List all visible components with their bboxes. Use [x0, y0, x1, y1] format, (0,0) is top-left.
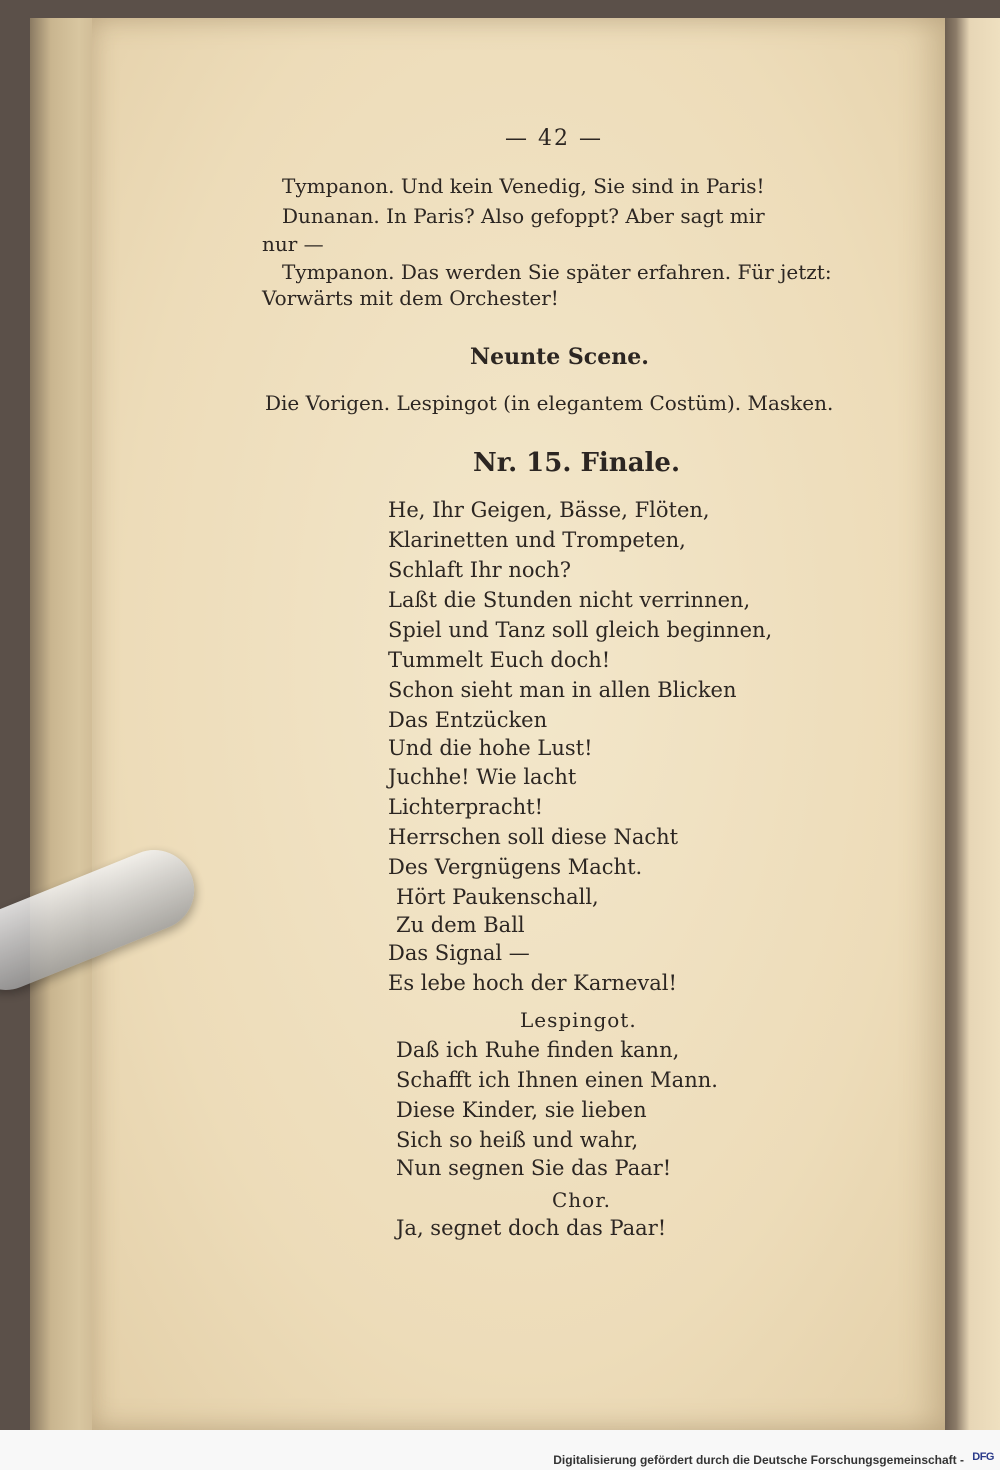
- verse-line: Laßt die Stunden nicht verrinnen,: [388, 588, 751, 612]
- verse-line: Juchhe! Wie lacht: [388, 765, 577, 789]
- dialogue-line: Vorwärts mit dem Orchester!: [262, 286, 559, 310]
- verse-line: Klarinetten und Trompeten,: [388, 528, 686, 552]
- verse-line: Das Entzücken: [388, 708, 548, 732]
- speaker-label: Chor.: [552, 1188, 611, 1212]
- dialogue-line: Tympanon. Und kein Venedig, Sie sind in Paris!: [282, 174, 765, 198]
- verse-line: Herrschen soll diese Nacht: [388, 825, 679, 849]
- verse-line: Ja, segnet doch das Paar!: [396, 1216, 667, 1240]
- footer-credit: Digitalisierung gefördert durch die Deutsche Forschungsgemeinschaft -: [553, 1453, 964, 1467]
- verse-line: Und die hohe Lust!: [388, 736, 593, 760]
- facing-page-edge: [945, 18, 1000, 1430]
- scene-title: Neunte Scene.: [470, 344, 649, 370]
- verse-line: Daß ich Ruhe finden kann,: [396, 1038, 680, 1062]
- verse-line: Lichterpracht!: [388, 795, 544, 819]
- verse-line: Schlaft Ihr noch?: [388, 558, 572, 582]
- verse-line: He, Ihr Geigen, Bässe, Flöten,: [388, 498, 710, 522]
- speaker-label: Lespingot.: [520, 1008, 637, 1032]
- verse-line: Sich so heiß und wahr,: [396, 1128, 639, 1152]
- verse-line: Diese Kinder, sie lieben: [396, 1098, 647, 1122]
- page-stack-edge: [30, 18, 100, 1430]
- verse-line: Das Signal —: [388, 941, 530, 965]
- number-title: Nr. 15. Finale.: [473, 448, 681, 478]
- verse-line: Tummelt Euch doch!: [388, 648, 611, 672]
- verse-line: Zu dem Ball: [396, 913, 525, 937]
- verse-line: Des Vergnügens Macht.: [388, 855, 643, 879]
- verse-line: Nun segnen Sie das Paar!: [396, 1156, 672, 1180]
- dialogue-line: nur —: [262, 232, 324, 256]
- dialogue-line: Dunanan. In Paris? Also gefoppt? Aber sagt mir: [282, 204, 765, 228]
- verse-line: Hört Paukenschall,: [396, 885, 599, 909]
- verse-line: Spiel und Tanz soll gleich beginnen,: [388, 618, 773, 642]
- page-number: — 42 —: [505, 126, 603, 151]
- verse-line: Schon sieht man in allen Blicken: [388, 678, 737, 702]
- verse-line: Es lebe hoch der Karneval!: [388, 971, 677, 995]
- dfg-logo: DFG: [972, 1451, 994, 1463]
- dialogue-line: Tympanon. Das werden Sie später erfahren. Für jetzt:: [282, 260, 832, 284]
- verse-line: Schafft ich Ihnen einen Mann.: [396, 1068, 718, 1092]
- scene-cast: Die Vorigen. Lespingot (in elegantem Costüm). Masken.: [265, 391, 834, 415]
